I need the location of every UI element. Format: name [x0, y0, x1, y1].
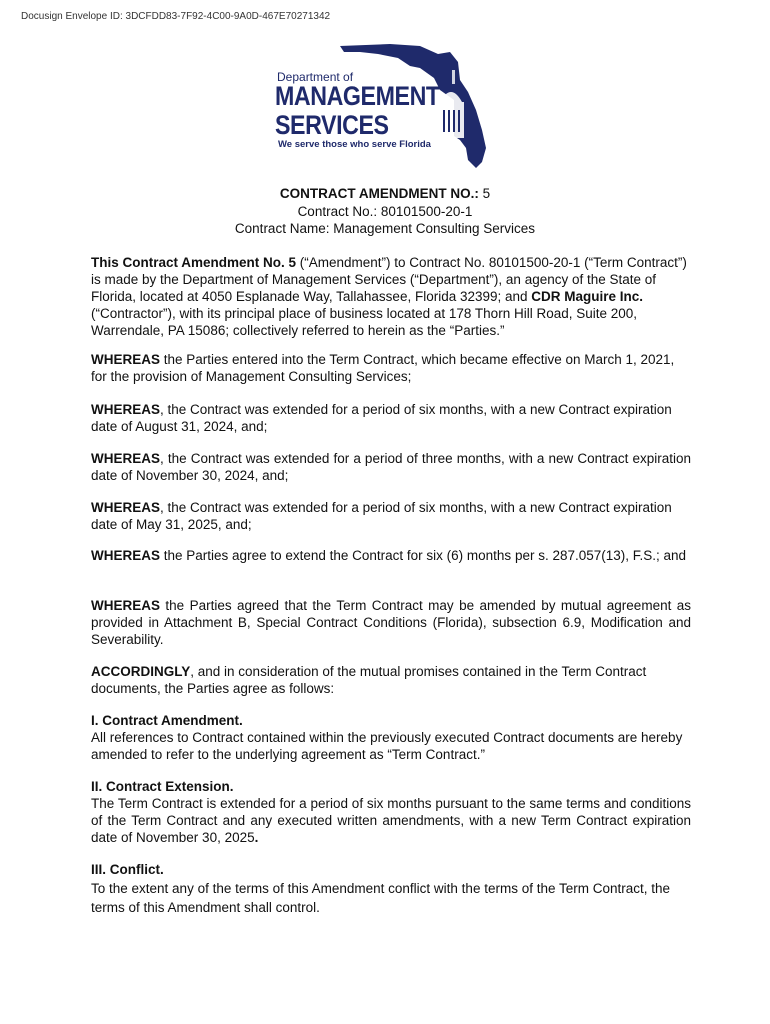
- whereas-paragraph-3: [91, 450, 691, 484]
- whereas-paragraph-1: [91, 351, 691, 385]
- logo-services-text: SERVICES: [275, 110, 389, 140]
- whereas-text: , the Contract was extended for a period of six months, with a new Contract expiration date of August 31, 2024, and;: [91, 402, 672, 434]
- section-heading: III. Conflict.: [91, 862, 164, 877]
- whereas-label: WHEREAS: [91, 548, 161, 563]
- accordingly-label: ACCORDINGLY: [91, 664, 191, 679]
- whereas-text: the Parties agree to extend the Contract for six (6) months per s. 287.057(13), F.S.; and: [160, 548, 687, 563]
- whereas-label: WHEREAS: [91, 598, 161, 613]
- whereas-text: , the Contract was extended for a period of three months, with a new Contract expiration date of November 30, 2024, and;: [91, 451, 691, 483]
- whereas-paragraph-4: [91, 499, 691, 533]
- intro-text-2: (“Contractor”), with its principal place of business located at 178 Thorn Hill Road, Suite 200, Warrendale, PA 15086; collectively referred to herein as the “Parties.”: [91, 306, 638, 338]
- accordingly-text: , and in consideration of the mutual promises contained in the Term Contract documents, the Parties agree as follows:: [91, 664, 647, 696]
- whereas-paragraph-5: [91, 547, 691, 564]
- section-text: All references to Contract contained within the previously executed Contract documents are hereby amended to refer to the underlying agreement as “Term Contract.”: [91, 730, 683, 762]
- whereas-text: the Parties agreed that the Term Contract may be amended by mutual agreement as provided in Attachment B, Special Contract Conditions (Florida), subsection 6.9, Modification and Severability.: [91, 598, 691, 647]
- section-heading: I. Contract Amendment.: [91, 713, 243, 728]
- section-heading: II. Contract Extension.: [91, 779, 234, 794]
- whereas-paragraph-2: [91, 401, 691, 435]
- whereas-paragraph-6: [91, 597, 691, 648]
- section-text: To the extent any of the terms of this Amendment conflict with the terms of the Term Contract, the terms of this Amendment shall control.: [91, 881, 671, 915]
- section-contract-extension: [91, 778, 691, 846]
- amendment-title-label: CONTRACT AMENDMENT NO.:: [279, 186, 479, 201]
- amendment-title: [0, 186, 770, 201]
- whereas-label: WHEREAS: [91, 500, 161, 515]
- section-conflict: [91, 860, 691, 917]
- envelope-id: Docusign Envelope ID: 3DCFDD83-7F92-4C00-9A0D-467E70271342: [21, 11, 331, 22]
- section-text: The Term Contract is extended for a period of six months pursuant to the same terms and conditions of the Term Contract and any executed written amendments, with a new Term Contract expiration date of November 30, 2025: [91, 796, 691, 845]
- whereas-text: the Parties entered into the Term Contract, which became effective on March 1, 2021, for the provision of Management Consulting Services;: [91, 352, 675, 384]
- amendment-number: 5: [482, 186, 491, 201]
- intro-bold-1: This Contract Amendment No. 5: [91, 255, 297, 270]
- logo-management-text: MANAGEMENT: [275, 81, 440, 111]
- contract-name: Contract Name: Management Consulting Services: [234, 221, 536, 236]
- whereas-label: WHEREAS: [91, 402, 161, 417]
- section-contract-amendment: [91, 712, 691, 763]
- whereas-label: WHEREAS: [91, 352, 161, 367]
- intro-bold-2: CDR Maguire Inc.: [531, 289, 644, 304]
- contract-number: Contract No.: 80101500-20-1: [297, 204, 473, 219]
- intro-paragraph: [91, 254, 691, 339]
- whereas-label: WHEREAS: [91, 451, 161, 466]
- logo-department-text: Department of: [277, 70, 354, 84]
- section-end-period: .: [254, 830, 259, 845]
- logo-tagline: We serve those who serve Florida: [278, 139, 431, 150]
- accordingly-paragraph: [91, 663, 691, 697]
- intro-text-1: (“Amendment”) to Contract No. 80101500-20-1 (“Term Contract”) is made by the Department of Management Services (“Department”), an agency of the State of Florida, located at 4050 Esplanade Way, Tallahassee, Florida 32399; and: [91, 255, 687, 304]
- whereas-text: , the Contract was extended for a period of six months, with a new Contract expiration date of May 31, 2025, and;: [91, 500, 672, 532]
- dms-logo: [270, 40, 510, 170]
